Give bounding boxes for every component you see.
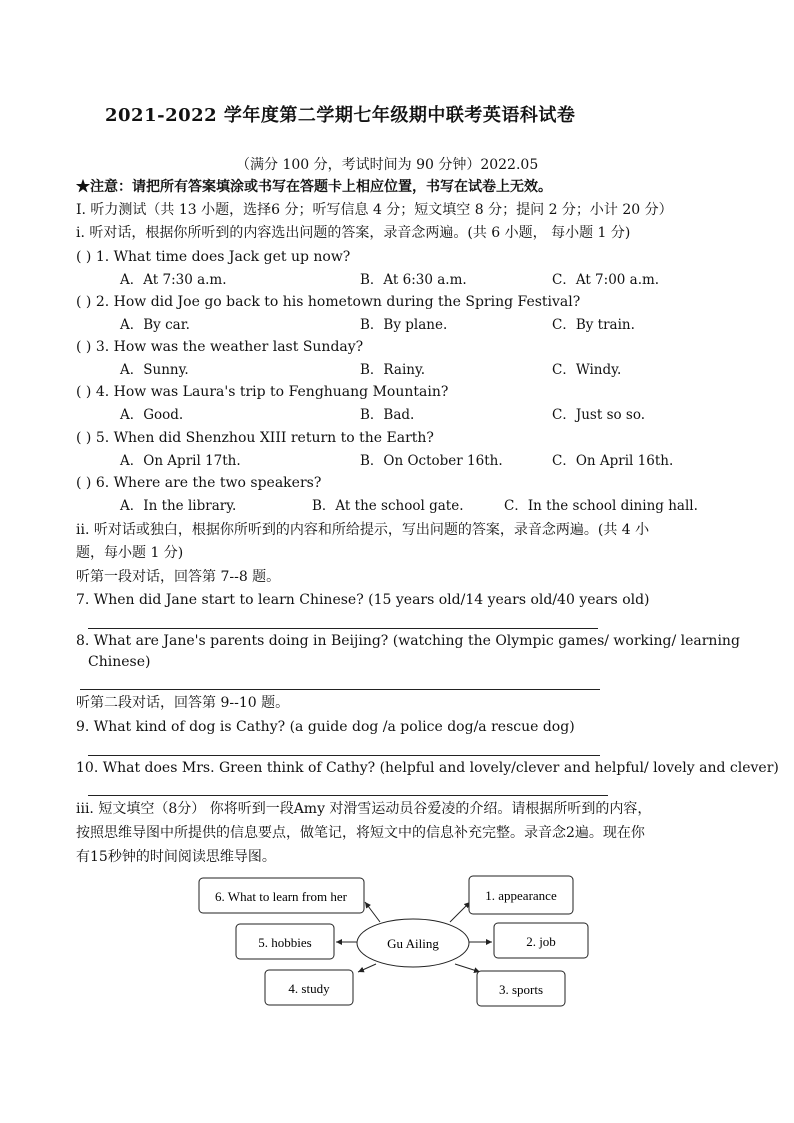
mind-map-arrow-3 [455, 964, 480, 972]
mind-map-center-label: Gu Ailing [387, 936, 439, 951]
mind-map-node-3-label: 3. sports [498, 982, 544, 997]
question-1-option-c: C．At 7:00 a.m. [552, 272, 660, 288]
mind-map-node-6-label: 6. What to learn from her [215, 889, 347, 904]
page-title: 2021-2022 学年度第二学期七年级期中联考英语科试卷 [105, 105, 576, 126]
question-5-option-c: C．On April 16th. [552, 453, 674, 469]
part-i-heading: i. 听对话，根据你所听到的内容选出问题的答案，录音念两遍。(共 6 小题， 每小题 1 分) [76, 225, 631, 241]
mind-map-arrow-4 [358, 964, 376, 972]
mind-map-node-4-label: 4. study [288, 981, 330, 996]
exam-notice: ★注意：请把所有答案填涂或书写在答题卡上相应位置，书写在试卷上无效。 [76, 179, 552, 195]
mind-map-node-5-label: 5. hobbies [258, 935, 312, 950]
question-4-option-a: A．Good. [120, 407, 184, 423]
question-6: ( ) 6. Where are the two speakers? [76, 475, 322, 491]
question-3-option-c: C．Windy. [552, 362, 622, 378]
question-6-option-b: B．At the school gate. [312, 498, 464, 514]
question-2: ( ) 2. How did Joe go back to his hometown during the Spring Festival? [76, 294, 581, 310]
question-5-option-b: B．On October 16th. [360, 453, 503, 469]
question-8-line1: 8. What are Jane's parents doing in Beijing? (watching the Olympic games/ working/ learning [76, 633, 740, 649]
question-1-option-b: B．At 6:30 a.m. [360, 272, 467, 288]
part-iii-line1: iii. 短文填空（8分） 你将听到一段Amy 对滑雪运动员谷爱凌的介绍。请根据所听到的内容， [76, 801, 652, 817]
question-8-line2: Chinese) [88, 654, 151, 670]
question-2-option-b: B．By plane. [360, 317, 448, 333]
question-1: ( ) 1. What time does Jack get up now? [76, 249, 351, 265]
question-5: ( ) 5. When did Shenzhou XIII return to the Earth? [76, 430, 434, 446]
exam-subtitle: （满分 100 分，考试时间为 90 分钟）2022.05 [236, 157, 539, 173]
dialog-1-instruction: 听第一段对话，回答第 7--8 题。 [76, 569, 281, 585]
question-9: 9. What kind of dog is Cathy? (a guide dog /a police dog/a rescue dog) [76, 719, 575, 735]
part-iii-line2: 按照思维导图中所提供的信息要点，做笔记，将短文中的信息补充完整。录音念2遍。现在你 [76, 825, 645, 841]
question-6-option-a: A．In the library. [120, 498, 237, 514]
question-3: ( ) 3. How was the weather last Sunday? [76, 339, 364, 355]
question-4: ( ) 4. How was Laura's trip to Fenghuang Mountain? [76, 384, 449, 400]
mind-map-arrow-1 [450, 902, 470, 922]
part-ii-heading-line1: ii. 听对话或独白，根据你所听到的内容和所给提示，写出问题的答案，录音念两遍。(共 4 小 [76, 522, 650, 538]
part-iii-line3: 有15秒钟的时间阅读思维导图。 [76, 849, 276, 865]
question-1-option-a: A．At 7:30 a.m. [120, 272, 227, 288]
question-5-option-a: A．On April 17th. [120, 453, 241, 469]
question-6-option-c: C．In the school dining hall. [504, 498, 698, 514]
question-3-option-a: A．Sunny. [120, 362, 189, 378]
mind-map-arrow-6 [365, 902, 380, 922]
part-ii-heading-line2: 题，每小题 1 分) [76, 545, 184, 561]
question-3-option-b: B．Rainy. [360, 362, 426, 378]
mind-map-node-1-label: 1. appearance [485, 888, 557, 903]
question-7: 7. When did Jane start to learn Chinese? (15 years old/14 years old/40 years old) [76, 592, 650, 608]
question-4-option-b: B．Bad. [360, 407, 415, 423]
question-2-option-a: A．By car. [120, 317, 190, 333]
dialog-2-instruction: 听第二段对话，回答第 9--10 题。 [76, 695, 290, 711]
question-4-option-c: C．Just so so. [552, 407, 646, 423]
mind-map-node-2-label: 2. job [526, 934, 556, 949]
question-10: 10. What does Mrs. Green think of Cathy? (helpful and lovely/clever and helpful/ lovely and clever) [76, 760, 779, 776]
section1-heading: I. 听力测试（共 13 小题，选择6 分；听写信息 4 分；短文填空 8 分；提问 2 分；小计 20 分） [76, 202, 673, 218]
question-2-option-c: C．By train. [552, 317, 635, 333]
